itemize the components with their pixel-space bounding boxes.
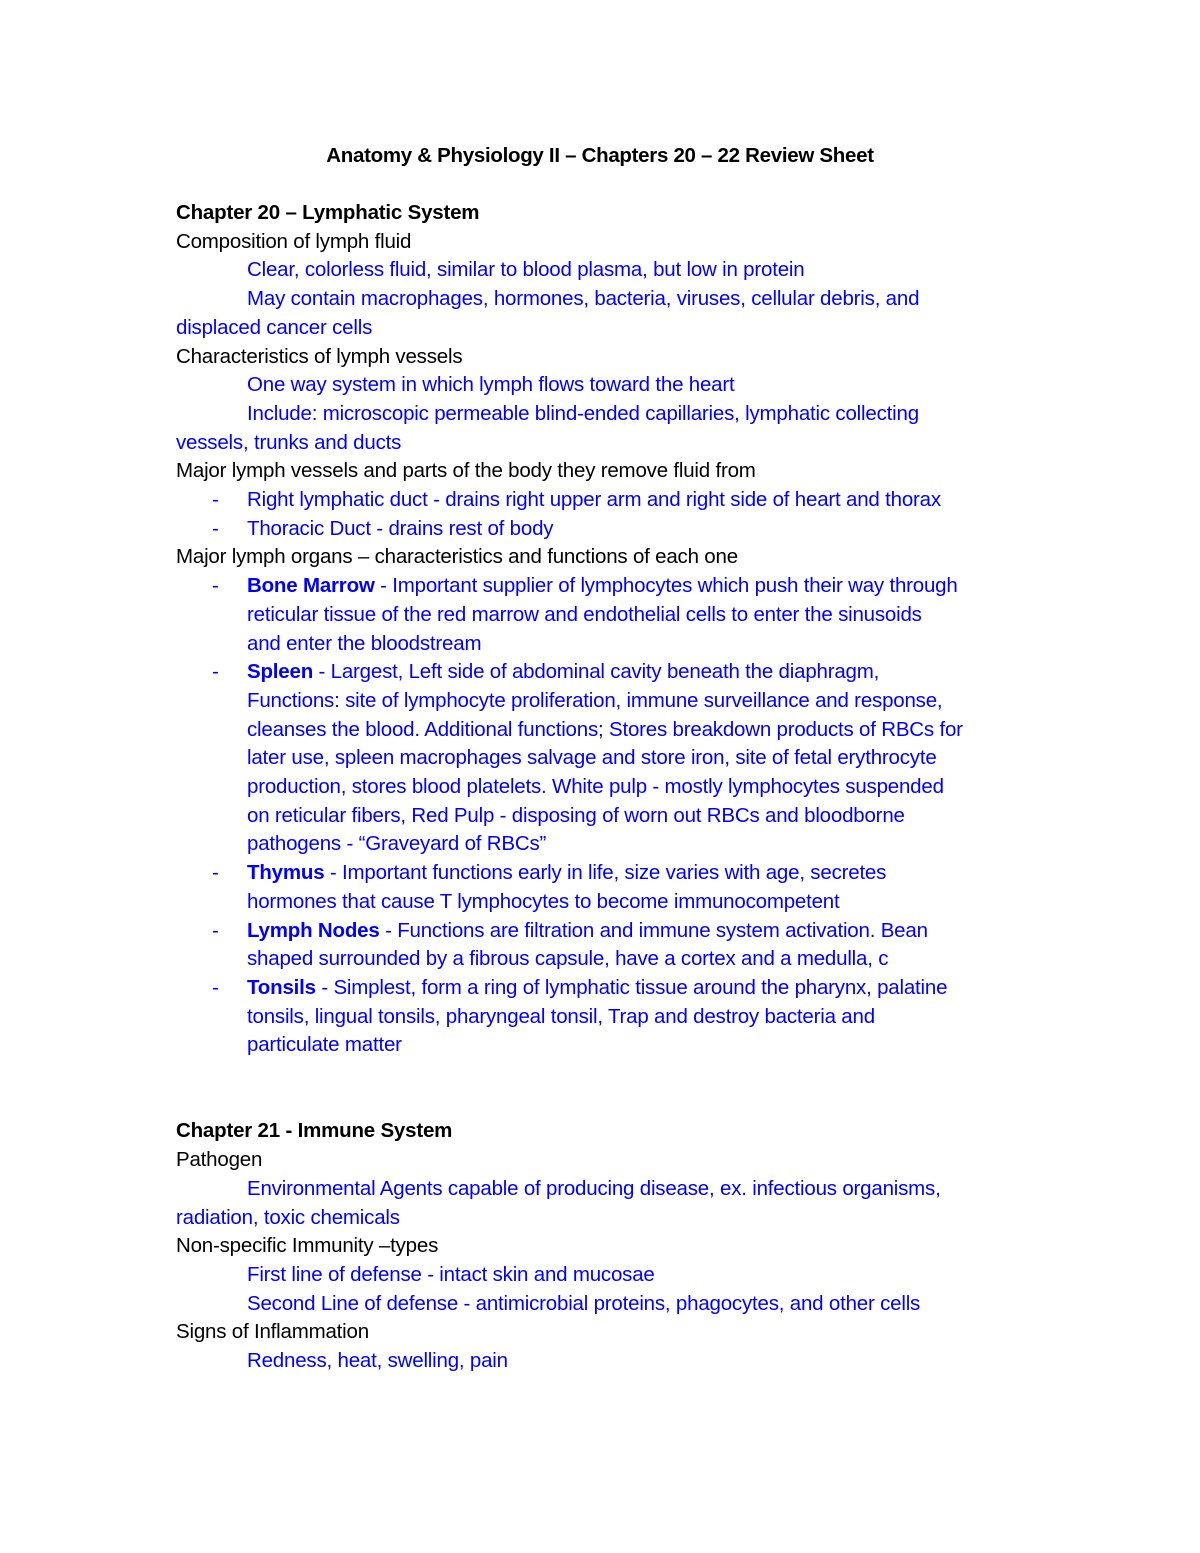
- organ-text: later use, spleen macrophages salvage and store iron, site of fetal erythrocyte: [247, 746, 937, 770]
- organ-bone-marrow: [247, 572, 1036, 658]
- list-item: [176, 515, 1036, 544]
- answer-lymph-vessels-2-cont: vessels, trunks and ducts: [176, 430, 402, 454]
- bullet-dash: -: [212, 660, 219, 684]
- document-title: Anatomy & Physiology II – Chapters 20 – 22 Review Sheet: [326, 144, 874, 167]
- organ-text: - Important supplier of lymphocytes which push their way through: [374, 574, 958, 598]
- answer-pathogen: Environmental Agents capable of producing disease, ex. infectious organisms,: [247, 1176, 941, 1200]
- list-item: [176, 974, 1036, 1060]
- bullet-dash: -: [212, 861, 219, 885]
- organ-term: Spleen: [247, 660, 314, 684]
- question-inflammation-signs: Signs of Inflammation: [176, 1320, 369, 1344]
- bullet-dash: -: [212, 574, 219, 598]
- organ-text: - Simplest, form a ring of lymphatic tissue around the pharynx, palatine: [315, 975, 948, 999]
- answer-inflammation-signs: Redness, heat, swelling, pain: [247, 1349, 508, 1373]
- organ-text: pathogens - “Graveyard of RBCs”: [247, 832, 547, 856]
- answer-lymph-composition-2-cont: displaced cancer cells: [176, 315, 373, 339]
- question-pathogen: Pathogen: [176, 1148, 263, 1172]
- organ-lymph-nodes: [247, 917, 1036, 974]
- list-item: [176, 859, 1036, 916]
- bullet-dash: -: [212, 488, 219, 512]
- organ-text: tonsils, lingual tonsils, pharyngeal tonsil, Trap and destroy bacteria and: [247, 1004, 875, 1028]
- list-item: [176, 917, 1036, 974]
- organ-text: - Important functions early in life, size varies with age, secretes: [324, 861, 887, 885]
- answer-pathogen-cont: radiation, toxic chemicals: [176, 1205, 400, 1229]
- bullet-dash: -: [212, 975, 219, 999]
- list-item: [176, 572, 1036, 658]
- answer-lymph-composition-2: May contain macrophages, hormones, bacteria, viruses, cellular debris, and: [247, 287, 920, 311]
- organ-text: - Largest, Left side of abdominal cavity beneath the diaphragm,: [313, 660, 880, 684]
- bullet-dash: -: [212, 516, 219, 540]
- question-major-vessels: Major lymph vessels and parts of the body they remove fluid from: [176, 459, 756, 483]
- bullet-dash: -: [212, 918, 219, 942]
- organ-term: Bone Marrow: [247, 574, 375, 598]
- organ-tonsils: [247, 974, 1036, 1060]
- vessel-right-lymphatic-duct: Right lymphatic duct - drains right upper arm and right side of heart and thorax: [247, 488, 941, 512]
- answer-lymph-composition-1: Clear, colorless fluid, similar to blood plasma, but low in protein: [247, 258, 805, 282]
- list-item: [176, 486, 1036, 515]
- organ-text: cleanses the blood. Additional functions; Stores breakdown products of RBCs for: [247, 717, 963, 741]
- answer-lymph-vessels-2: Include: microscopic permeable blind-ended capillaries, lymphatic collecting: [247, 401, 919, 425]
- answer-lymph-vessels-1: One way system in which lymph flows toward the heart: [247, 373, 735, 397]
- organ-text: - Functions are filtration and immune system activation. Bean: [379, 918, 928, 942]
- organ-text: on reticular fibers, Red Pulp - disposing of worn out RBCs and bloodborne: [247, 803, 905, 827]
- organ-spleen: [247, 658, 1036, 859]
- chapter-21-heading: Chapter 21 - Immune System: [176, 1119, 453, 1143]
- question-lymph-vessels: Characteristics of lymph vessels: [176, 344, 463, 368]
- organ-text: production, stores blood platelets. White pulp - mostly lymphocytes suspended: [247, 775, 944, 799]
- organ-thymus: [247, 859, 1036, 916]
- organ-text: and enter the bloodstream: [247, 631, 482, 655]
- chapter-20-heading: Chapter 20 – Lymphatic System: [176, 201, 480, 224]
- organ-term: Lymph Nodes: [247, 918, 380, 942]
- answer-first-line-defense: First line of defense - intact skin and mucosae: [247, 1263, 655, 1286]
- organ-text: Functions: site of lymphocyte proliferation, immune surveillance and response,: [247, 688, 943, 712]
- document-body: [176, 199, 1036, 1376]
- organ-term: Tonsils: [247, 975, 316, 999]
- organ-text: hormones that cause T lymphocytes to become immunocompetent: [247, 889, 840, 913]
- organ-term: Thymus: [247, 861, 325, 885]
- organ-text: shaped surrounded by a fibrous capsule, have a cortex and a medulla, c: [247, 947, 889, 971]
- question-nonspecific-immunity: Non-specific Immunity –types: [176, 1234, 439, 1258]
- organ-text: particulate matter: [247, 1033, 402, 1057]
- list-item: [176, 658, 1036, 859]
- vessel-thoracic-duct: Thoracic Duct - drains rest of body: [247, 516, 554, 540]
- question-major-organs: Major lymph organs – characteristics and functions of each one: [176, 545, 738, 569]
- question-lymph-composition: Composition of lymph fluid: [176, 229, 412, 253]
- answer-second-line-defense: Second Line of defense - antimicrobial proteins, phagocytes, and other cells: [247, 1291, 921, 1315]
- organ-text: reticular tissue of the red marrow and endothelial cells to enter the sinusoids: [247, 602, 922, 626]
- section-spacer: [176, 1060, 1036, 1117]
